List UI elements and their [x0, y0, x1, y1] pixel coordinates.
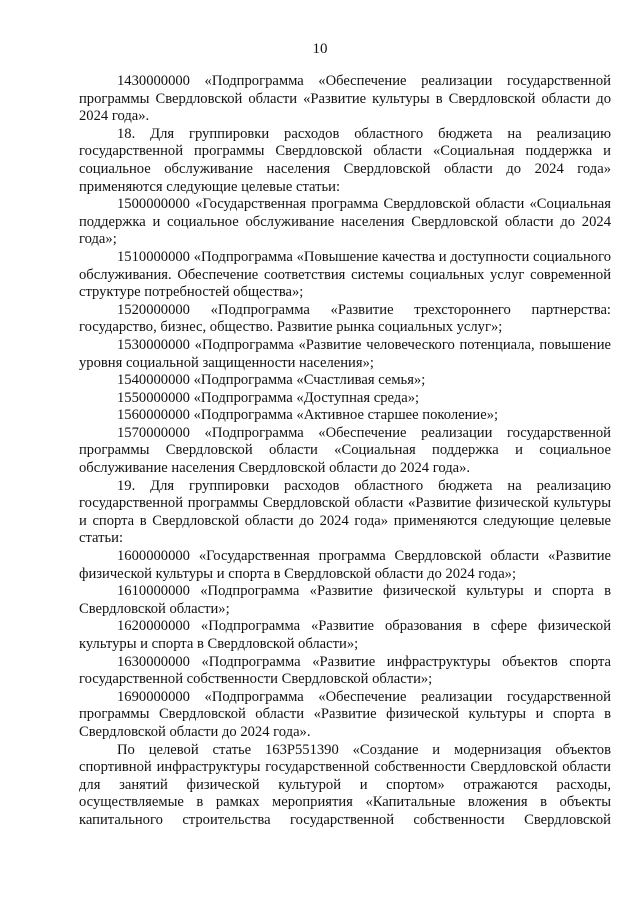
page-number: 10 — [312, 41, 328, 57]
paragraph: 1570000000 «Подпрограмма «Обеспечение реализации государственной программы Свердловской области «Социальная поддержка и социальное обслуживание населения Свердловской области до 2024 года». — [79, 424, 611, 477]
paragraph: 19. Для группировки расходов областного бюджета на реализацию государственной программы Свердловской области «Развитие физической культуры и спорта в Свердловской области до 2024 года» применяются следующие целевые статьи: — [79, 477, 611, 547]
paragraph: 1500000000 «Государственная программа Свердловской области «Социальная поддержка и социальное обслуживание населения Свердловской области до 2024 года»; — [79, 196, 611, 248]
paragraph: По целевой статье 163P551390 «Создание и модернизация объектов спортивной инфраструктуры государственной собственности Свердловской области для занятий физической культурой и спортом» отражаются расходы, осуществляемые в рамках мероприятия «Капитальные вложения в объекты капитального строительства государственной собственности Свердловской — [79, 741, 611, 828]
paragraph: 18. Для группировки расходов областного бюджета на реализацию государственной программы Свердловской области «Социальная поддержка и социальное обслуживание населения Свердловской области до 2024 года» применяются следующие целевые статьи: — [79, 125, 611, 195]
paragraph: 1690000000 «Подпрограмма «Обеспечение реализации государственной программы Свердловской области «Развитие физической культуры и спорта в Свердловской области до 2024 года». — [79, 688, 611, 740]
paragraph: 1530000000 «Подпрограмма «Развитие человеческого потенциала, повышение уровня социальной защищенности населения»; — [79, 336, 611, 371]
paragraph: 1520000000 «Подпрограмма «Развитие трехстороннего партнерства: государство, бизнес, общество. Развитие рынка социальных услуг»; — [79, 301, 611, 336]
paragraph: 1630000000 «Подпрограмма «Развитие инфраструктуры объектов спорта государственной собственности Свердловской области»; — [79, 653, 611, 688]
paragraph: 1430000000 «Подпрограмма «Обеспечение реализации государственной программы Свердловской области «Развитие культуры в Свердловской области до 2024 года». — [79, 73, 611, 125]
paragraph: 1600000000 «Государственная программа Свердловской области «Развитие физической культуры и спорта в Свердловской области до 2024 года»; — [79, 548, 611, 582]
paragraph: 1620000000 «Подпрограмма «Развитие образования в сфере физической культуры и спорта в Свердловской области»; — [79, 618, 611, 652]
document-body — [79, 73, 611, 830]
paragraph: 1610000000 «Подпрограмма «Развитие физической культуры и спорта в Свердловской области»; — [79, 583, 611, 617]
paragraph: 1540000000 «Подпрограмма «Счастливая семья»; — [117, 372, 426, 389]
paragraph: 1550000000 «Подпрограмма «Доступная среда»; — [117, 389, 420, 406]
paragraph: 1510000000 «Подпрограмма «Повышение качества и доступности социального обслуживания. Обеспечение соответствия системы социальных услуг современной структуре потребностей общества»; — [79, 248, 611, 301]
paragraph: 1560000000 «Подпрограмма «Активное старшее поколение»; — [117, 407, 499, 424]
